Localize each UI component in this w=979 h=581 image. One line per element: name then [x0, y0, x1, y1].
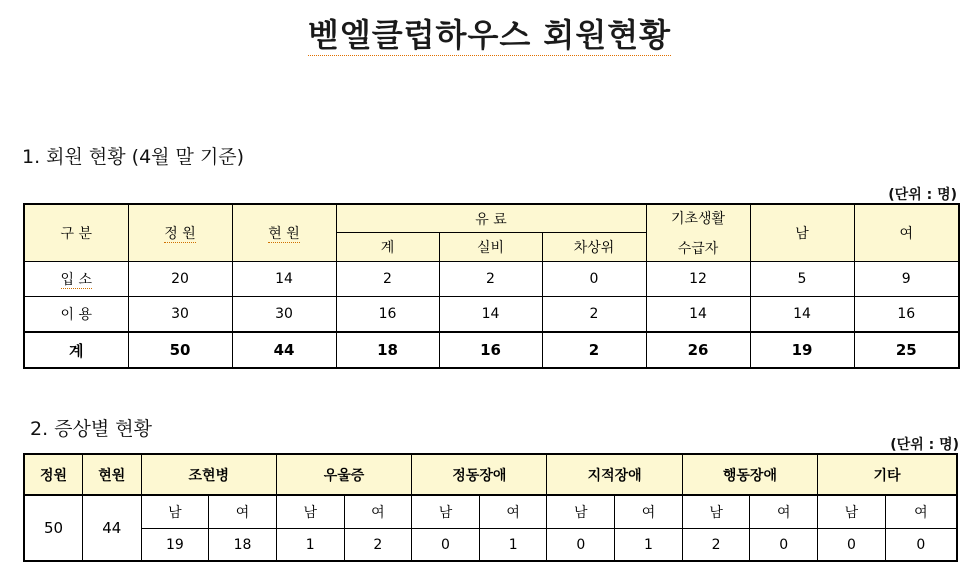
cell-depression-male: 1 [276, 529, 344, 562]
header-basic-recipient: 기초생활 수급자 [646, 204, 750, 262]
cell-paid-actual: 16 [439, 332, 542, 368]
cell-basic-recipient: 12 [646, 262, 750, 297]
header-capacity: 정원 [24, 454, 83, 495]
header-male: 남 [750, 204, 854, 262]
cell-depression-female: 2 [344, 529, 412, 562]
subheader-female: 여 [750, 495, 818, 529]
subheader-female: 여 [344, 495, 412, 529]
cell-other-female: 0 [885, 529, 957, 562]
cell-other-male: 0 [818, 529, 886, 562]
member-status-table [23, 203, 960, 369]
cell-schizophrenia-female: 18 [209, 529, 277, 562]
cell-paid-total: 18 [336, 332, 439, 368]
cell-paid-near-poverty: 2 [542, 332, 646, 368]
cell-paid-total: 2 [336, 262, 439, 297]
row-label: 입 소 [24, 262, 128, 297]
table-row-total [24, 332, 959, 368]
header-group-behavior-disorder: 행동장애 [682, 454, 817, 495]
cell-schizophrenia-male: 19 [141, 529, 209, 562]
cell-basic-recipient: 14 [646, 297, 750, 333]
table-row [24, 262, 959, 297]
table-row [24, 297, 959, 333]
cell-male: 14 [750, 297, 854, 333]
subheader-male: 남 [547, 495, 615, 529]
section-2-heading: 2. 증상별 현황 [30, 418, 152, 440]
section-1-heading: 1. 회원 현황 (4월 말 기준) [22, 146, 245, 168]
cell-male: 19 [750, 332, 854, 368]
subheader-male: 남 [412, 495, 480, 529]
header-group-schizophrenia: 조현병 [141, 454, 276, 495]
cell-mood-disorder-female: 1 [479, 529, 547, 562]
document-title: 벧엘클럽하우스 회원현황 [307, 16, 672, 54]
subheader-male: 남 [141, 495, 209, 529]
cell-current: 44 [83, 495, 142, 561]
table-row [24, 529, 957, 562]
cell-current: 30 [232, 297, 336, 333]
cell-capacity: 20 [128, 262, 232, 297]
header-female: 여 [854, 204, 959, 262]
symptom-status-table [23, 453, 958, 562]
cell-paid-near-poverty: 0 [542, 262, 646, 297]
cell-male: 5 [750, 262, 854, 297]
header-group-intellectual-disability: 지적장애 [547, 454, 682, 495]
row-label: 이 용 [24, 297, 128, 333]
cell-capacity: 50 [24, 495, 83, 561]
cell-female: 9 [854, 262, 959, 297]
header-group-depression: 우울증 [276, 454, 411, 495]
subheader-female: 여 [479, 495, 547, 529]
header-category: 구 분 [24, 204, 128, 262]
cell-intellectual-disability-male: 0 [547, 529, 615, 562]
cell-mood-disorder-male: 0 [412, 529, 480, 562]
header-paid-actual: 실비 [439, 233, 542, 262]
section-2-unit: (단위 : 명) [890, 437, 959, 453]
cell-current: 44 [232, 332, 336, 368]
subheader-female: 여 [209, 495, 277, 529]
section-1-unit: (단위 : 명) [888, 187, 957, 203]
cell-paid-actual: 2 [439, 262, 542, 297]
cell-behavior-disorder-male: 2 [682, 529, 750, 562]
cell-female: 16 [854, 297, 959, 333]
row-label: 계 [24, 332, 128, 368]
cell-basic-recipient: 26 [646, 332, 750, 368]
cell-behavior-disorder-female: 0 [750, 529, 818, 562]
cell-capacity: 50 [128, 332, 232, 368]
subheader-female: 여 [615, 495, 683, 529]
subheader-male: 남 [682, 495, 750, 529]
cell-paid-actual: 14 [439, 297, 542, 333]
cell-paid-total: 16 [336, 297, 439, 333]
subheader-female: 여 [885, 495, 957, 529]
header-paid-near-poverty: 차상위 [542, 233, 646, 262]
cell-intellectual-disability-female: 1 [615, 529, 683, 562]
header-current: 현원 [83, 454, 142, 495]
cell-paid-near-poverty: 2 [542, 297, 646, 333]
subheader-male: 남 [276, 495, 344, 529]
cell-capacity: 30 [128, 297, 232, 333]
header-capacity: 정 원 [128, 204, 232, 262]
header-paid-total: 계 [336, 233, 439, 262]
cell-current: 14 [232, 262, 336, 297]
cell-female: 25 [854, 332, 959, 368]
header-group-other: 기타 [818, 454, 957, 495]
subheader-male: 남 [818, 495, 886, 529]
header-paid: 유 료 [336, 204, 646, 233]
header-group-mood-disorder: 정동장애 [412, 454, 547, 495]
header-current: 현 원 [232, 204, 336, 262]
